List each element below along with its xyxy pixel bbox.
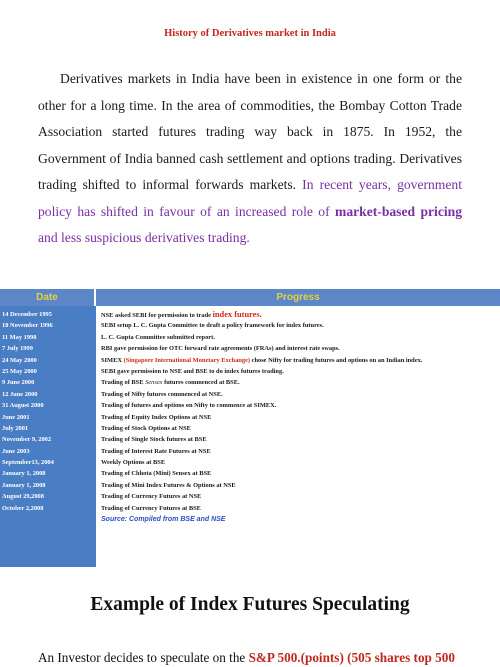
date-cell: July 2001 — [2, 424, 29, 432]
intro-bold-term: market-based pricing — [335, 203, 462, 219]
date-cell: 14 December 1995 — [2, 311, 52, 318]
date-cell: September13, 2004 — [2, 459, 54, 467]
header-progress: Progress — [94, 289, 500, 306]
date-cell: 7 July 1999 — [2, 345, 33, 353]
table-header — [0, 289, 500, 306]
progress-text: NSE asked SEBI for permission to trade — [101, 312, 213, 319]
progress-cell: L. C. Gupta Committee submitted report. — [101, 333, 215, 341]
progress-cell: Trading of futures and options on Nifty to commence at SIMEX. — [101, 402, 277, 410]
bottom-text-pre: An Investor decides to speculate on the — [38, 650, 249, 665]
date-cell: 18 November 1996 — [2, 322, 53, 330]
progress-cell: Trading of Single Stock futures at BSE — [101, 436, 207, 444]
progress-cell: Weekly Options at BSE — [101, 459, 166, 467]
date-cell: 25 May 2000 — [2, 367, 37, 375]
progress-highlight: (Singapore International Monetary Exchange) — [123, 356, 251, 364]
date-column — [0, 306, 94, 567]
progress-highlight: index futures. — [212, 310, 262, 319]
header-date: Date — [0, 289, 94, 306]
date-cell: 12 June 2000 — [2, 390, 38, 398]
progress-cell — [101, 309, 500, 320]
progress-cell: Trading of Currency Futures at BSE — [101, 504, 201, 512]
date-cell: 31 August 2000 — [2, 402, 44, 410]
progress-cell: Trading of Currency Futures at NSE — [101, 493, 202, 501]
progress-cell: Trading of Mini Index Futures & Options at NSE — [101, 481, 236, 489]
date-cell: 9 June 2000 — [2, 379, 35, 387]
progress-cell — [101, 377, 500, 388]
progress-cell: Trading of Interest Rate Futures at NSE — [101, 447, 211, 455]
bottom-text-highlight: S&P 500.(points) (505 shares top 500 — [248, 650, 455, 665]
intro-part-1: Derivatives markets in India have been in existence in one form or the other for a long time. In the area of commodities, the Bombay Cotton Trade Association started futures trading way back in 1875. In 1952, the Government of India banned cash settlement and options trading. Derivatives trading shifted to informal forwards markets. — [38, 71, 462, 192]
derivatives-timeline-table — [0, 289, 500, 567]
date-cell: October 2,2008 — [2, 504, 44, 512]
progress-cell — [101, 355, 500, 366]
progress-cell: SEBI setup L. C. Gupta Committee to draft a policy framework for index futures. — [101, 322, 324, 330]
progress-text: Trading of BSE — [101, 379, 146, 387]
progress-cell: Trading of Chhota (Mini) Sensex at BSE — [101, 470, 212, 478]
progress-text: futures commenced at BSE. — [162, 379, 240, 387]
progress-cell: RBI gave permission for OTC forward rate agreements (FRAs) and interest rate swaps. — [101, 345, 340, 353]
progress-cell: Trading of Equity Index Options at NSE — [101, 413, 212, 421]
progress-text: SIMEX — [101, 356, 124, 364]
date-cell: June 2001 — [2, 413, 30, 421]
date-cell: June 2003 — [2, 447, 30, 455]
page-title: History of Derivatives market in India — [164, 28, 336, 39]
table-source-note: Source: Compiled from BSE and NSE — [101, 516, 226, 524]
date-cell: 24 May 2000 — [2, 356, 37, 364]
table-body — [0, 306, 500, 567]
date-cell: November 9, 2002 — [2, 436, 52, 444]
progress-column — [94, 306, 500, 567]
progress-cell: SEBI gave permission to NSE and BSE to do index futures trading. — [101, 367, 284, 375]
intro-part-2: In recent years, government policy has shifted in favour of an increased role of — [38, 177, 462, 219]
date-cell: 11 May 1998 — [2, 333, 37, 341]
section-heading: Example of Index Futures Speculating — [90, 594, 410, 615]
intro-paragraph — [38, 66, 462, 252]
progress-cell: Trading of Nifty futures commenced at NSE. — [101, 390, 223, 398]
progress-cell: Trading of Stock Options at NSE — [101, 424, 191, 432]
progress-text: chose Nifty for trading futures and options on an Indian index. — [250, 356, 423, 364]
progress-italic: Sensex — [145, 379, 163, 387]
date-cell: August 29,2008 — [2, 493, 44, 501]
date-cell: January 1, 2008 — [2, 470, 46, 478]
intro-part-3: and less suspicious derivatives trading. — [38, 230, 250, 245]
date-cell: January 1, 2008 — [2, 481, 46, 489]
bottom-text-line — [38, 650, 462, 666]
